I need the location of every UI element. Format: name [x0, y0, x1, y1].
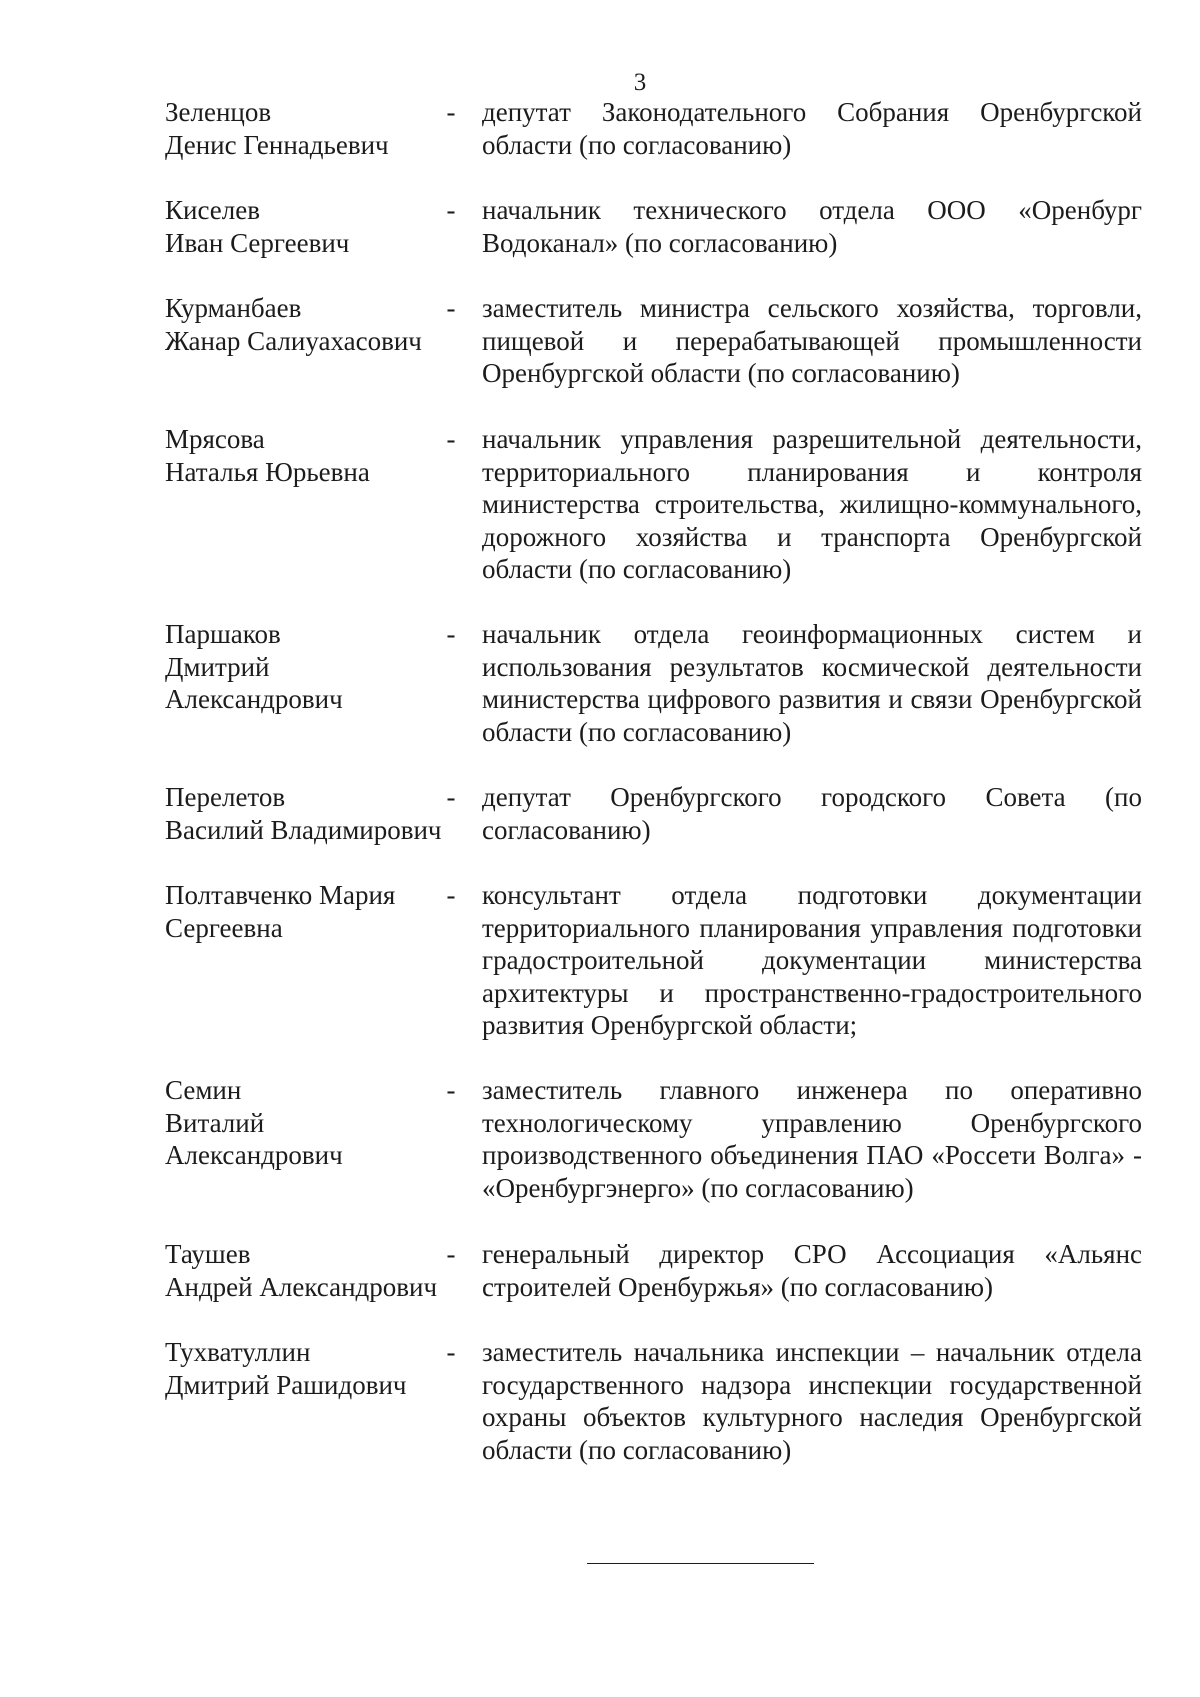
- surname: Полтавченко Мария: [165, 880, 396, 910]
- member-position: заместитель начальника инспекции – начальник отдела государственного надзора инспекции государственной охраны объектов культурного наследия Оренбургской области (по согласованию): [482, 1337, 1142, 1465]
- surname: Паршаков: [165, 619, 281, 649]
- closing-divider: [587, 1563, 814, 1564]
- given-names: Наталья Юрьевна: [165, 456, 370, 487]
- member-position: начальник управления разрешительной деятельности, территориального планирования и контроля министерства строительства, жилищно-коммунального, дорожного хозяйства и транспорта Оренбургской области (по согласованию): [482, 424, 1142, 584]
- member-position: генеральный директор СРО Ассоциация «Альянс строителей Оренбуржья» (по согласованию): [482, 1239, 1142, 1302]
- member-position: депутат Законодательного Собрания Оренбургской области (по согласованию): [482, 97, 1142, 160]
- surname: Курманбаев: [165, 293, 302, 323]
- separator-dash: -: [446, 1337, 456, 1367]
- page-number: 3: [633, 69, 647, 96]
- member-name: [165, 1238, 470, 1303]
- surname: Семин: [165, 1075, 242, 1105]
- separator-dash: -: [446, 880, 456, 910]
- separator-dash: -: [446, 619, 456, 649]
- given-names: Дмитрий Рашидович: [165, 1369, 407, 1400]
- member-position: заместитель министра сельского хозяйства, торговли, пищевой и перерабатывающей промышленности Оренбургской области (по согласованию): [482, 293, 1142, 388]
- member-position: консультант отдела подготовки документации территориального планирования управления подготовки градостроительной документации министерства архитектуры и пространственно-градостроительного развития Оренбургской области;: [482, 880, 1142, 1040]
- surname: Тухватуллин: [165, 1337, 311, 1367]
- given-names: Дмитрий: [165, 651, 270, 682]
- member-name: [165, 194, 470, 259]
- separator-dash: -: [446, 782, 456, 812]
- member-name: [165, 879, 470, 944]
- member-name: [165, 423, 470, 488]
- given-names: Андрей Александрович: [165, 1271, 438, 1302]
- given-names: Александрович: [165, 684, 343, 714]
- given-names: Сергеевна: [165, 912, 283, 943]
- surname: Таушев: [165, 1239, 251, 1269]
- surname: Перелетов: [165, 782, 286, 812]
- member-position: начальник технического отдела ООО «Оренбург Водоканал» (по согласованию): [482, 195, 1142, 258]
- separator-dash: -: [446, 424, 456, 454]
- surname: Киселев: [165, 195, 260, 225]
- member-position: депутат Оренбургского городского Совета (по согласованию): [482, 782, 1142, 845]
- given-names: Иван Сергеевич: [165, 227, 350, 258]
- given-names: Василий Владимирович: [165, 814, 442, 845]
- given-names: Александрович: [165, 1140, 343, 1170]
- surname: Зеленцов: [165, 97, 272, 127]
- member-name: [165, 96, 470, 161]
- member-name: [165, 1074, 470, 1172]
- given-names: Виталий: [165, 1107, 265, 1138]
- separator-dash: -: [446, 195, 456, 225]
- member-name: [165, 618, 470, 716]
- member-position: заместитель главного инженера по оперативно технологическому управлению Оренбургского производственного объединения ПАО «Россети Волга» - «Оренбургэнерго» (по согласованию): [482, 1075, 1142, 1203]
- given-names: Жанар Салиуахасович: [165, 325, 422, 356]
- given-names: Денис Геннадьевич: [165, 129, 389, 160]
- member-position: начальник отдела геоинформационных систем и использования результатов космической деятельности министерства цифрового развития и связи Оренбургской области (по согласованию): [482, 619, 1142, 747]
- member-name: [165, 1336, 470, 1401]
- separator-dash: -: [446, 1239, 456, 1269]
- separator-dash: -: [446, 1075, 456, 1105]
- separator-dash: -: [446, 293, 456, 323]
- separator-dash: -: [446, 97, 456, 127]
- surname: Мрясова: [165, 424, 265, 454]
- member-name: [165, 781, 470, 846]
- member-name: [165, 292, 470, 357]
